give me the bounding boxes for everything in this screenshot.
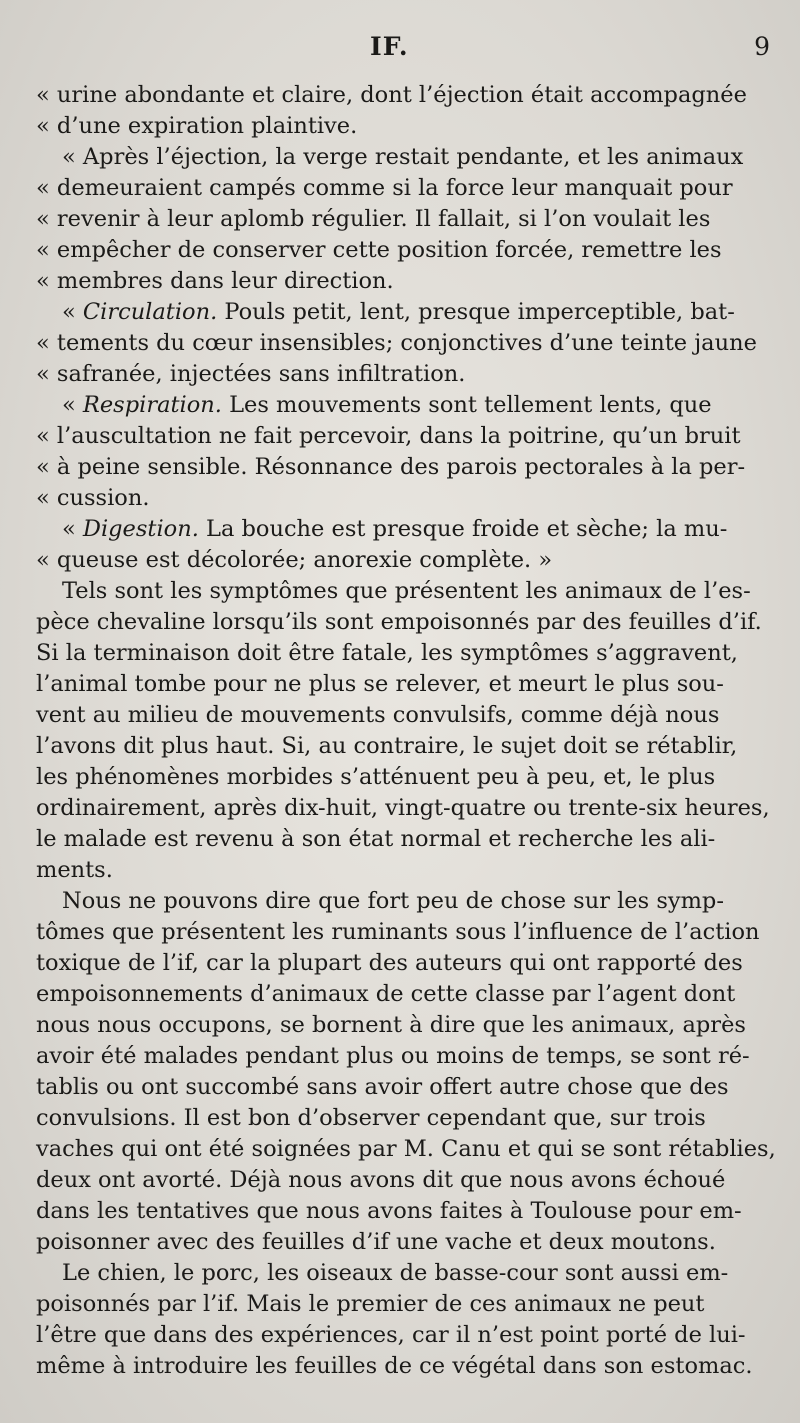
- text-line: « Après l’éjection, la verge restait pendante, et les animaux: [62, 144, 744, 170]
- text-line: convulsions. Il est bon d’observer cependant que, sur trois: [36, 1105, 706, 1131]
- text-line: « revenir à leur aplomb régulier. Il fallait, si l’on voulait les: [36, 206, 711, 232]
- text-line: deux ont avorté. Déjà nous avons dit que nous avons échoué: [36, 1167, 726, 1193]
- text-line: l’animal tombe pour ne plus se relever, et meurt le plus sou-: [36, 671, 724, 697]
- text-line: « Circulation. Pouls petit, lent, presque imperceptible, bat-: [62, 299, 735, 325]
- text-line: « tements du cœur insensibles; conjonctives d’une teinte jaune: [36, 330, 757, 356]
- text-line: poisonnés par l’if. Mais le premier de ces animaux ne peut: [36, 1291, 705, 1317]
- text-line: « à peine sensible. Résonnance des parois pectorales à la per-: [36, 454, 746, 480]
- text-line: tômes que présentent les ruminants sous l’influence de l’action: [36, 919, 760, 945]
- text-line: les phénomènes morbides s’atténuent peu à peu, et, le plus: [36, 764, 716, 790]
- text-line: ments.: [36, 857, 113, 883]
- text-line: le malade est revenu à son état normal et recherche les ali-: [36, 826, 716, 852]
- text-line: l’être que dans des expériences, car il n’est point porté de lui-: [36, 1322, 746, 1348]
- text-line: vaches qui ont été soignées par M. Canu et qui se sont rétablies,: [36, 1136, 776, 1162]
- text-line: avoir été malades pendant plus ou moins de temps, se sont ré-: [36, 1043, 750, 1069]
- text-line: l’avons dit plus haut. Si, au contraire, le sujet doit se rétablir,: [36, 733, 738, 759]
- running-title: IF.: [370, 32, 409, 61]
- text-line: « empêcher de conserver cette position forcée, remettre les: [36, 237, 722, 263]
- text-line: Tels sont les symptômes que présentent les animaux de l’es-: [62, 578, 751, 604]
- text-line: ordinairement, après dix-huit, vingt-quatre ou trente-six heures,: [36, 795, 770, 821]
- text-line: Si la terminaison doit être fatale, les symptômes s’aggravent,: [36, 640, 738, 666]
- text-line: « queuse est décolorée; anorexie complète. »: [36, 547, 553, 573]
- text-line: « Digestion. La bouche est presque froide et sèche; la mu-: [62, 516, 728, 542]
- text-line: vent au milieu de mouvements convulsifs, comme déjà nous: [36, 702, 720, 728]
- text-line: tablis ou ont succombé sans avoir offert autre chose que des: [36, 1074, 729, 1100]
- text-line: toxique de l’if, car la plupart des auteurs qui ont rapporté des: [36, 950, 743, 976]
- text-line: poisonner avec des feuilles d’if une vache et deux moutons.: [36, 1229, 716, 1255]
- text-line: « urine abondante et claire, dont l’éjection était accompagnée: [36, 82, 747, 108]
- text-line: « l’auscultation ne fait percevoir, dans la poitrine, qu’un bruit: [36, 423, 741, 449]
- text-line: « cussion.: [36, 485, 150, 511]
- text-line: « Respiration. Les mouvements sont tellement lents, que: [62, 392, 712, 418]
- text-line: pèce chevaline lorsqu’ils sont empoisonnés par des feuilles d’if.: [36, 609, 762, 635]
- page-number: 9: [754, 32, 770, 61]
- text-line: « demeuraient campés comme si la force leur manquait pour: [36, 175, 733, 201]
- text-line: Nous ne pouvons dire que fort peu de chose sur les symp-: [62, 888, 724, 914]
- text-line: « membres dans leur direction.: [36, 268, 394, 294]
- text-line: Le chien, le porc, les oiseaux de basse-cour sont aussi em-: [62, 1260, 729, 1286]
- text-line: dans les tentatives que nous avons faites à Toulouse pour em-: [36, 1198, 742, 1224]
- body-text: [36, 80, 776, 1382]
- text-line: « d’une expiration plaintive.: [36, 113, 358, 139]
- text-line: empoisonnements d’animaux de cette classe par l’agent dont: [36, 981, 736, 1007]
- text-line: « safranée, injectées sans infiltration.: [36, 361, 466, 387]
- page-header: [0, 28, 800, 64]
- text-line: nous nous occupons, se bornent à dire que les animaux, après: [36, 1012, 746, 1038]
- text-line: même à introduire les feuilles de ce végétal dans son estomac.: [36, 1353, 753, 1379]
